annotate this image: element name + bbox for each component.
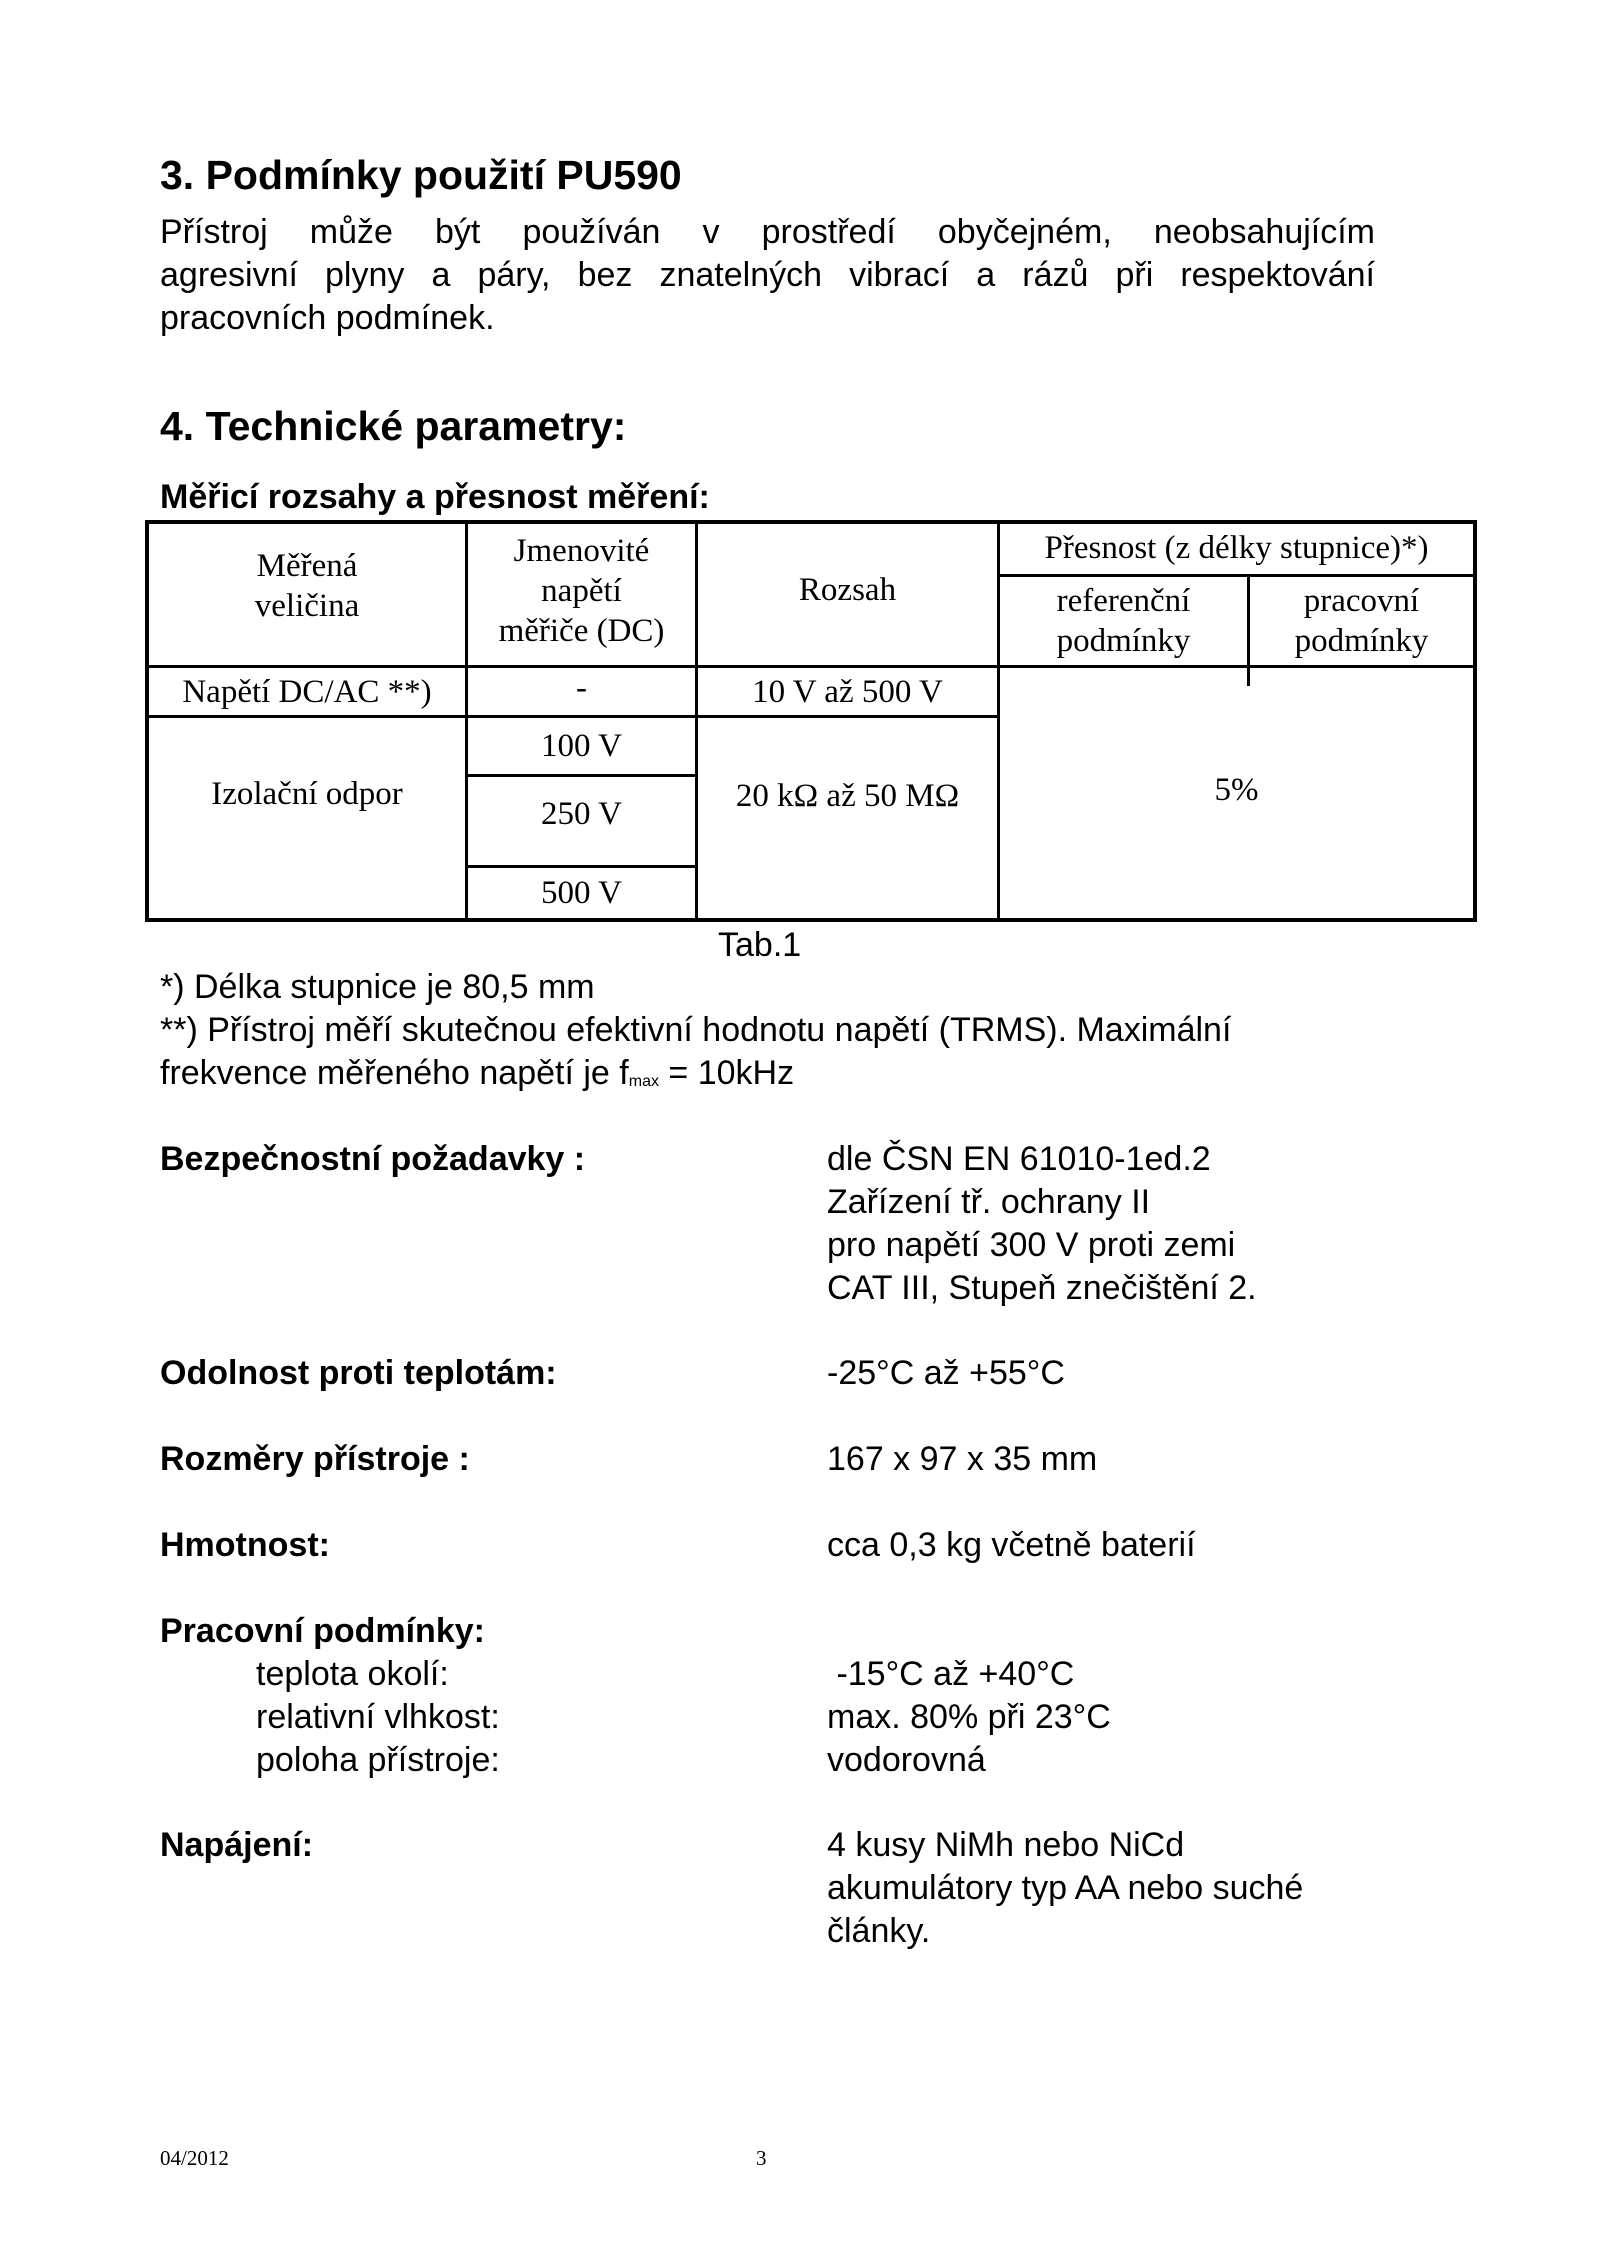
power-values	[827, 1824, 1303, 1953]
temperature-value: -25°C až +55°C	[827, 1354, 1065, 1392]
header-text: referenční	[1056, 583, 1191, 619]
table-border-right	[1473, 520, 1477, 922]
section-3-paragraph	[160, 211, 1375, 340]
table-row-line	[465, 774, 698, 777]
humidity-value: max. 80% při 23°C	[827, 1698, 1111, 1736]
header-text: měřiče (DC)	[498, 613, 665, 649]
temperature-label: Odolnost proti teplotám:	[160, 1354, 557, 1392]
spec-value-line: 4 kusy NiMh nebo NiCd	[827, 1826, 1185, 1864]
safety-values	[827, 1138, 1257, 1310]
header-working-conditions	[1250, 578, 1473, 664]
page-number: 3	[756, 2146, 767, 2170]
header-measured-quantity	[149, 546, 465, 626]
dimensions-label: Rozměry přístroje :	[160, 1440, 470, 1478]
position-label: poloha přístroje:	[256, 1741, 500, 1779]
row2-voltage-500: 500 V	[541, 875, 622, 911]
note-subscript: max	[628, 1073, 659, 1090]
table-caption: Tab.1	[718, 926, 802, 964]
weight-label: Hmotnost:	[160, 1526, 330, 1564]
spec-value-line: akumulátory typ AA nebo suché	[827, 1869, 1304, 1907]
spec-value-line: Zařízení tř. ochrany II	[827, 1183, 1151, 1221]
table-border-bottom	[145, 918, 1477, 922]
working-conditions-label: Pracovní podmínky:	[160, 1612, 485, 1650]
spec-value-line: CAT III, Stupeň znečištění 2.	[827, 1269, 1257, 1307]
row2-range: 20 kΩ až 50 MΩ	[735, 778, 960, 814]
spec-value-line: články.	[827, 1912, 931, 1950]
weight-value: cca 0,3 kg včetně baterií	[827, 1526, 1196, 1564]
spec-value-line: dle ČSN EN 61010-1ed.2	[827, 1140, 1211, 1178]
header-accuracy: Přesnost (z délky stupnice)*)	[1044, 530, 1429, 566]
table-row-line	[997, 574, 1477, 577]
humidity-label: relativní vlhkost:	[256, 1698, 500, 1736]
ambient-temp-value: -15°C až +40°C	[827, 1655, 1075, 1693]
ranges-accuracy-table	[145, 520, 1477, 922]
row2-quantity: Izolační odpor	[211, 776, 403, 812]
header-text: veličina	[254, 588, 360, 624]
power-label: Napájení:	[160, 1826, 314, 1864]
header-text: podmínky	[1294, 623, 1429, 659]
header-text: podmínky	[1056, 623, 1191, 659]
paragraph-line: agresivní plyny a páry, bez znatelných vibrací a rázů při respektování	[160, 256, 1375, 294]
row2-voltage-250: 250 V	[541, 796, 622, 832]
spec-value-line: pro napětí 300 V proti zemi	[827, 1226, 1236, 1264]
note-trms-line2	[160, 1052, 794, 1103]
accuracy-value: 5%	[1214, 772, 1259, 808]
note-scale-length: *) Délka stupnice je 80,5 mm	[160, 968, 595, 1006]
table-subheading: Měřicí rozsahy a přesnost měření:	[160, 478, 710, 516]
section-3-heading: 3. Podmínky použití PU590	[160, 152, 682, 198]
table-border-top	[145, 520, 1477, 524]
note-trms-line1: **) Přístroj měří skutečnou efektivní hodnotu napětí (TRMS). Maximální	[160, 1011, 1232, 1049]
paragraph-line: pracovních podmínek.	[160, 299, 495, 337]
ambient-temp-label: teplota okolí:	[256, 1655, 449, 1693]
row1-quantity: Napětí DC/AC **)	[182, 673, 432, 710]
paragraph-line: Přístroj může být používán v prostředí obyčejném, neobsahujícím	[160, 213, 1375, 251]
header-text: Měřená	[256, 548, 358, 584]
header-range: Rozsah	[798, 572, 897, 608]
header-text: pracovní	[1303, 583, 1420, 619]
row2-voltage-100: 100 V	[541, 728, 622, 764]
row1-voltage: -	[576, 669, 587, 706]
header-text: Jmenovité	[513, 533, 650, 569]
safety-label: Bezpečnostní požadavky :	[160, 1140, 586, 1178]
note-text: = 10kHz	[658, 1054, 795, 1092]
section-4-heading: 4. Technické parametry:	[160, 403, 627, 449]
footer-date: 04/2012	[160, 2146, 229, 2170]
row1-range: 10 V až 500 V	[752, 673, 943, 710]
position-value: vodorovná	[827, 1741, 986, 1779]
header-reference-conditions	[1000, 578, 1247, 664]
note-text: frekvence měřeného napětí je f	[160, 1054, 629, 1092]
dimensions-value: 167 x 97 x 35 mm	[827, 1440, 1098, 1478]
header-nominal-voltage	[468, 526, 695, 656]
header-text: napětí	[541, 573, 622, 609]
